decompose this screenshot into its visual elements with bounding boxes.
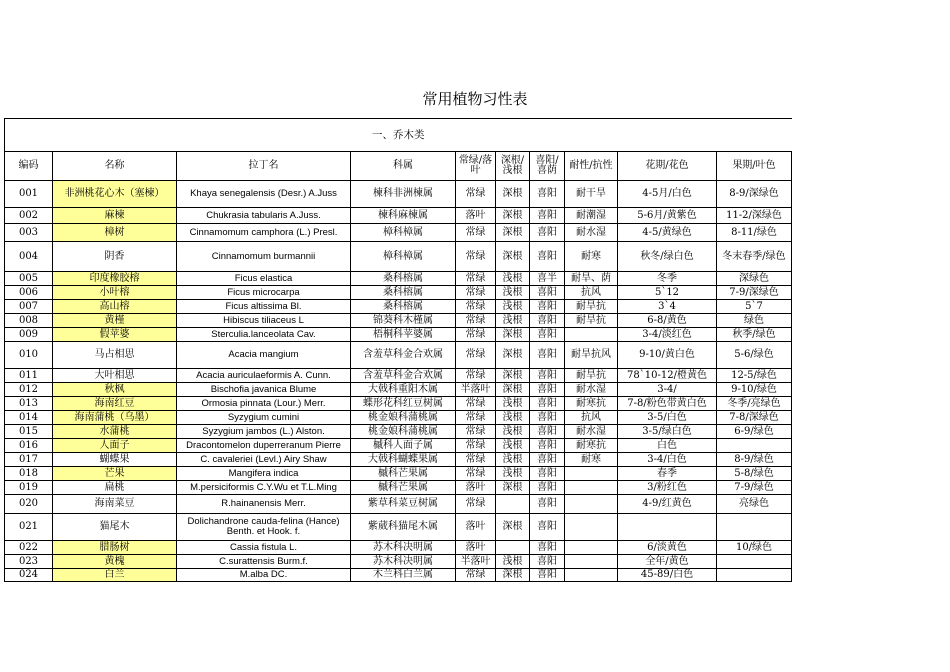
cell-sun: 喜阳: [530, 369, 565, 383]
cell-name: 非洲桃花心木（塞楝）: [53, 181, 177, 208]
cell-root: 深根: [496, 383, 530, 397]
cell-latin: Chukrasia tabularis A.Juss.: [177, 208, 351, 224]
cell-evergreen: 落叶: [456, 208, 496, 224]
cell-fruit: [717, 514, 792, 541]
cell-fruit: 8-9/深绿色: [717, 181, 792, 208]
cell-latin: Syzygium jambos (L.) Alston.: [177, 425, 351, 439]
cell-family: 苏木科决明属: [351, 541, 456, 555]
cell-sun: 喜阳: [530, 314, 565, 328]
cell-name: 麻楝: [53, 208, 177, 224]
cell-family: 樟科樟属: [351, 242, 456, 272]
table-row: [5, 411, 792, 425]
cell-evergreen: 常绿: [456, 224, 496, 242]
cell-evergreen: 常绿: [456, 453, 496, 467]
cell-root: 浅根: [496, 272, 530, 286]
table-row: [5, 328, 792, 342]
cell-family: 槭科芒果属: [351, 467, 456, 481]
cell-tolerance: [565, 328, 618, 342]
cell-family: 含羞草科金合欢属: [351, 369, 456, 383]
cell-tolerance: 耐旱、荫: [565, 272, 618, 286]
cell-evergreen: 常绿: [456, 342, 496, 369]
header-row: [5, 152, 792, 181]
header-root: 深根/浅根: [496, 152, 530, 181]
cell-family: 楝科麻楝属: [351, 208, 456, 224]
cell-code: 015: [5, 425, 53, 439]
cell-flower: 6/淡黄色: [618, 541, 717, 555]
cell-flower: 全年/黄色: [618, 555, 717, 569]
cell-fruit: [717, 439, 792, 453]
cell-tolerance: [565, 481, 618, 495]
cell-flower: 3-4/淡红色: [618, 328, 717, 342]
cell-fruit: 8-9/绿色: [717, 453, 792, 467]
table-row: [5, 467, 792, 481]
table-row: [5, 439, 792, 453]
cell-latin: Sterculia.lanceolata Cav.: [177, 328, 351, 342]
cell-code: 005: [5, 272, 53, 286]
cell-latin: Acacia auriculaeformis A. Cunn.: [177, 369, 351, 383]
cell-root: 浅根: [496, 286, 530, 300]
cell-name: 小叶榕: [53, 286, 177, 300]
header-evergreen: 常绿/落叶: [456, 152, 496, 181]
cell-latin: Dracontomelon duperreranum Pierre: [177, 439, 351, 453]
cell-code: 019: [5, 481, 53, 495]
plant-table-sheet: [4, 118, 791, 582]
cell-fruit: 11-2/深绿色: [717, 208, 792, 224]
cell-sun: 喜阳: [530, 224, 565, 242]
cell-family: 蝶形花科红豆树属: [351, 397, 456, 411]
cell-evergreen: 常绿: [456, 439, 496, 453]
cell-latin: Mangifera indica: [177, 467, 351, 481]
cell-sun: 喜阳: [530, 439, 565, 453]
cell-family: 桑科榕属: [351, 300, 456, 314]
cell-code: 017: [5, 453, 53, 467]
cell-tolerance: [565, 555, 618, 569]
cell-tolerance: 耐寒: [565, 453, 618, 467]
cell-fruit: 5-6/绿色: [717, 342, 792, 369]
cell-family: 槭科人面子属: [351, 439, 456, 453]
cell-flower: 78`10-12/橙黄色: [618, 369, 717, 383]
cell-fruit: 5`7: [717, 300, 792, 314]
header-family: 科属: [351, 152, 456, 181]
cell-code: 023: [5, 555, 53, 569]
cell-family: 桑科榕属: [351, 272, 456, 286]
cell-family: 大戟科重阳木属: [351, 383, 456, 397]
cell-flower: 9-10/黄白色: [618, 342, 717, 369]
cell-root: 深根: [496, 208, 530, 224]
cell-code: 002: [5, 208, 53, 224]
cell-latin: Cinnamomum camphora (L.) Presl.: [177, 224, 351, 242]
cell-latin: Ficus elastica: [177, 272, 351, 286]
cell-fruit: 绿色: [717, 314, 792, 328]
cell-evergreen: 常绿: [456, 369, 496, 383]
cell-latin: C.surattensis Burm.f.: [177, 555, 351, 569]
cell-name: 黄槐: [53, 555, 177, 569]
cell-code: 014: [5, 411, 53, 425]
cell-family: 桃金娘科蒲桃属: [351, 425, 456, 439]
cell-code: 012: [5, 383, 53, 397]
cell-name: 阴香: [53, 242, 177, 272]
cell-family: 槭科芒果属: [351, 481, 456, 495]
cell-evergreen: 常绿: [456, 467, 496, 481]
cell-root: 深根: [496, 181, 530, 208]
cell-name: 蝴蝶果: [53, 453, 177, 467]
cell-flower: [618, 514, 717, 541]
cell-flower: 3-5/白色: [618, 411, 717, 425]
table-row: [5, 208, 792, 224]
cell-flower: 3-5/绿白色: [618, 425, 717, 439]
cell-tolerance: 抗风: [565, 286, 618, 300]
cell-root: 浅根: [496, 555, 530, 569]
cell-code: 010: [5, 342, 53, 369]
cell-evergreen: 常绿: [456, 328, 496, 342]
cell-name: 秋枫: [53, 383, 177, 397]
cell-sun: 喜阳: [530, 208, 565, 224]
page-title: 常用植物习性表: [422, 90, 528, 108]
cell-fruit: 冬季/亮绿色: [717, 397, 792, 411]
cell-evergreen: 落叶: [456, 541, 496, 555]
section-title: 一、乔木类: [5, 119, 792, 152]
cell-root: 深根: [496, 569, 530, 582]
table-row: [5, 314, 792, 328]
cell-root: 浅根: [496, 397, 530, 411]
cell-fruit: 亮绿色: [717, 495, 792, 514]
cell-flower: 秋冬/绿白色: [618, 242, 717, 272]
cell-evergreen: 常绿: [456, 181, 496, 208]
cell-latin: Khaya senegalensis (Desr.) A.Juss: [177, 181, 351, 208]
table-row: [5, 541, 792, 555]
cell-family: 锦葵科木槿属: [351, 314, 456, 328]
cell-name: 海南菜豆: [53, 495, 177, 514]
cell-fruit: 6-9/绿色: [717, 425, 792, 439]
cell-tolerance: [565, 541, 618, 555]
cell-family: 桑科榕属: [351, 286, 456, 300]
cell-family: 桃金娘科蒲桃属: [351, 411, 456, 425]
cell-code: 003: [5, 224, 53, 242]
cell-evergreen: 常绿: [456, 411, 496, 425]
cell-flower: 4-5/黄绿色: [618, 224, 717, 242]
cell-flower: 春季: [618, 467, 717, 481]
cell-latin: M.persiciformis C.Y.Wu et T.L.Ming: [177, 481, 351, 495]
cell-family: 樟科樟属: [351, 224, 456, 242]
cell-family: 紫葳科猫尾木属: [351, 514, 456, 541]
plant-habit-table: [4, 118, 792, 582]
cell-latin: Cinnamomum burmannii: [177, 242, 351, 272]
cell-latin: Syzygium cumini: [177, 411, 351, 425]
cell-root: 深根: [496, 342, 530, 369]
cell-code: 011: [5, 369, 53, 383]
cell-latin: M.alba DC.: [177, 569, 351, 582]
cell-latin: Bischofia javanica Blume: [177, 383, 351, 397]
cell-code: 006: [5, 286, 53, 300]
section-row: [5, 119, 792, 152]
cell-latin: Ficus microcarpa: [177, 286, 351, 300]
cell-sun: 喜阳: [530, 453, 565, 467]
cell-flower: 3`4: [618, 300, 717, 314]
cell-code: 016: [5, 439, 53, 453]
cell-name: 马占相思: [53, 342, 177, 369]
cell-flower: 5-6月/黄紫色: [618, 208, 717, 224]
cell-fruit: [717, 555, 792, 569]
cell-tolerance: [565, 467, 618, 481]
cell-sun: 喜半: [530, 272, 565, 286]
cell-tolerance: 耐干旱: [565, 181, 618, 208]
cell-root: 深根: [496, 369, 530, 383]
cell-code: 013: [5, 397, 53, 411]
cell-tolerance: 耐水湿: [565, 224, 618, 242]
cell-code: 001: [5, 181, 53, 208]
header-latin: 拉丁名: [177, 152, 351, 181]
cell-evergreen: 半落叶: [456, 555, 496, 569]
cell-sun: 喜阳: [530, 342, 565, 369]
cell-code: 021: [5, 514, 53, 541]
cell-fruit: [717, 569, 792, 582]
cell-fruit: 深绿色: [717, 272, 792, 286]
cell-latin: Acacia mangium: [177, 342, 351, 369]
cell-name: 高山榕: [53, 300, 177, 314]
cell-root: 浅根: [496, 314, 530, 328]
cell-tolerance: 耐旱抗: [565, 369, 618, 383]
cell-sun: 喜阳: [530, 328, 565, 342]
cell-fruit: 7-8/深绿色: [717, 411, 792, 425]
cell-tolerance: 耐旱抗: [565, 314, 618, 328]
cell-code: 007: [5, 300, 53, 314]
table-row: [5, 242, 792, 272]
cell-code: 020: [5, 495, 53, 514]
cell-fruit: 10/绿色: [717, 541, 792, 555]
cell-name: 假苹婆: [53, 328, 177, 342]
cell-tolerance: 抗风: [565, 411, 618, 425]
cell-latin: Ormosia pinnata (Lour.) Merr.: [177, 397, 351, 411]
cell-fruit: 12-5/绿色: [717, 369, 792, 383]
cell-tolerance: 耐水湿: [565, 425, 618, 439]
cell-sun: 喜阳: [530, 481, 565, 495]
cell-root: 浅根: [496, 411, 530, 425]
cell-flower: 6-8/黄色: [618, 314, 717, 328]
cell-tolerance: [565, 514, 618, 541]
cell-latin: Ficus altissima Bl.: [177, 300, 351, 314]
cell-root: 浅根: [496, 467, 530, 481]
cell-evergreen: 常绿: [456, 397, 496, 411]
cell-family: 紫草科菜豆树属: [351, 495, 456, 514]
cell-root: 深根: [496, 481, 530, 495]
table-row: [5, 383, 792, 397]
cell-sun: 喜阳: [530, 397, 565, 411]
cell-fruit: 7-9/深绿色: [717, 286, 792, 300]
table-row: [5, 569, 792, 582]
cell-evergreen: 常绿: [456, 242, 496, 272]
cell-name: 腊肠树: [53, 541, 177, 555]
cell-family: 梧桐科苹婆属: [351, 328, 456, 342]
cell-fruit: 秋季/绿色: [717, 328, 792, 342]
cell-evergreen: 常绿: [456, 569, 496, 582]
cell-sun: 喜阳: [530, 411, 565, 425]
cell-root: [496, 495, 530, 514]
cell-root: 深根: [496, 514, 530, 541]
cell-name: 印度橡胶榕: [53, 272, 177, 286]
cell-family: 楝科非洲楝属: [351, 181, 456, 208]
cell-tolerance: 耐寒抗: [565, 439, 618, 453]
cell-flower: 45-89/白色: [618, 569, 717, 582]
table-row: [5, 286, 792, 300]
cell-sun: 喜阳: [530, 242, 565, 272]
header-name: 名称: [53, 152, 177, 181]
cell-name: 扁桃: [53, 481, 177, 495]
table-row: [5, 481, 792, 495]
cell-latin: Cassia fistula L.: [177, 541, 351, 555]
cell-fruit: 9-10/绿色: [717, 383, 792, 397]
table-row: [5, 272, 792, 286]
table-row: [5, 453, 792, 467]
cell-flower: 7-8/粉色带黄白色: [618, 397, 717, 411]
cell-name: 海南蒲桃（乌墨）: [53, 411, 177, 425]
cell-code: 022: [5, 541, 53, 555]
cell-root: [496, 541, 530, 555]
cell-tolerance: 耐潮湿: [565, 208, 618, 224]
cell-name: 黄槿: [53, 314, 177, 328]
table-row: [5, 397, 792, 411]
cell-fruit: 5-8/绿色: [717, 467, 792, 481]
table-row: [5, 514, 792, 541]
cell-code: 018: [5, 467, 53, 481]
cell-latin: R.hainanensis Merr.: [177, 495, 351, 514]
cell-flower: 5`12: [618, 286, 717, 300]
cell-flower: 冬季: [618, 272, 717, 286]
table-row: [5, 555, 792, 569]
table-row: [5, 495, 792, 514]
cell-root: 浅根: [496, 453, 530, 467]
cell-root: 深根: [496, 242, 530, 272]
cell-sun: 喜阳: [530, 514, 565, 541]
cell-name: 大叶相思: [53, 369, 177, 383]
table-row: [5, 342, 792, 369]
table-row: [5, 369, 792, 383]
cell-tolerance: 耐寒: [565, 242, 618, 272]
cell-name: 白兰: [53, 569, 177, 582]
cell-sun: 喜阳: [530, 181, 565, 208]
cell-code: 009: [5, 328, 53, 342]
header-code: 编码: [5, 152, 53, 181]
cell-flower: 白色: [618, 439, 717, 453]
cell-tolerance: 耐水湿: [565, 383, 618, 397]
cell-code: 008: [5, 314, 53, 328]
cell-name: 人面子: [53, 439, 177, 453]
cell-name: 樟树: [53, 224, 177, 242]
cell-evergreen: 常绿: [456, 272, 496, 286]
cell-evergreen: 半落叶: [456, 383, 496, 397]
cell-tolerance: 耐寒抗: [565, 397, 618, 411]
cell-name: 海南红豆: [53, 397, 177, 411]
cell-code: 004: [5, 242, 53, 272]
cell-tolerance: 耐旱抗风: [565, 342, 618, 369]
cell-family: 木兰科白兰属: [351, 569, 456, 582]
cell-sun: 喜阳: [530, 425, 565, 439]
cell-root: 浅根: [496, 300, 530, 314]
cell-sun: 喜阳: [530, 286, 565, 300]
cell-name: 水蒲桃: [53, 425, 177, 439]
cell-root: 浅根: [496, 439, 530, 453]
cell-name: 芒果: [53, 467, 177, 481]
cell-latin: Dolichandrone cauda-felina (Hance) Benth. et Hook. f.: [177, 514, 351, 541]
cell-evergreen: 常绿: [456, 286, 496, 300]
cell-latin: Hibiscus tiliaceus L: [177, 314, 351, 328]
cell-evergreen: 落叶: [456, 481, 496, 495]
cell-flower: 3-4/白色: [618, 453, 717, 467]
cell-evergreen: 常绿: [456, 300, 496, 314]
cell-tolerance: [565, 495, 618, 514]
cell-evergreen: 常绿: [456, 314, 496, 328]
cell-flower: 3-4/: [618, 383, 717, 397]
cell-flower: 4-9/红黄色: [618, 495, 717, 514]
cell-flower: 3/粉红色: [618, 481, 717, 495]
cell-root: 深根: [496, 328, 530, 342]
cell-sun: 喜阳: [530, 541, 565, 555]
cell-evergreen: 常绿: [456, 495, 496, 514]
cell-family: 苏木科决明属: [351, 555, 456, 569]
cell-code: 024: [5, 569, 53, 582]
cell-latin: C. cavaleriei (Levl.) Airy Shaw: [177, 453, 351, 467]
cell-sun: 喜阳: [530, 300, 565, 314]
header-sun: 喜阳/喜荫: [530, 152, 565, 181]
cell-evergreen: 常绿: [456, 425, 496, 439]
cell-family: 大戟科蝴蝶果属: [351, 453, 456, 467]
cell-family: 含羞草科金合欢属: [351, 342, 456, 369]
cell-sun: 喜阳: [530, 383, 565, 397]
cell-flower: 4-5月/白色: [618, 181, 717, 208]
cell-sun: 喜阳: [530, 495, 565, 514]
table-row: [5, 224, 792, 242]
cell-sun: 喜阳: [530, 555, 565, 569]
table-row: [5, 181, 792, 208]
table-row: [5, 300, 792, 314]
header-tolerance: 耐性/抗性: [565, 152, 618, 181]
cell-tolerance: [565, 569, 618, 582]
cell-root: 浅根: [496, 425, 530, 439]
cell-fruit: 冬末春季/绿色: [717, 242, 792, 272]
cell-fruit: 7-9/绿色: [717, 481, 792, 495]
cell-fruit: 8-11/绿色: [717, 224, 792, 242]
cell-name: 猫尾木: [53, 514, 177, 541]
cell-root: 深根: [496, 224, 530, 242]
cell-sun: 喜阳: [530, 569, 565, 582]
cell-sun: 喜阳: [530, 467, 565, 481]
header-flower: 花期/花色: [618, 152, 717, 181]
cell-evergreen: 落叶: [456, 514, 496, 541]
cell-tolerance: 耐旱抗: [565, 300, 618, 314]
header-fruit: 果期/叶色: [717, 152, 792, 181]
table-row: [5, 425, 792, 439]
